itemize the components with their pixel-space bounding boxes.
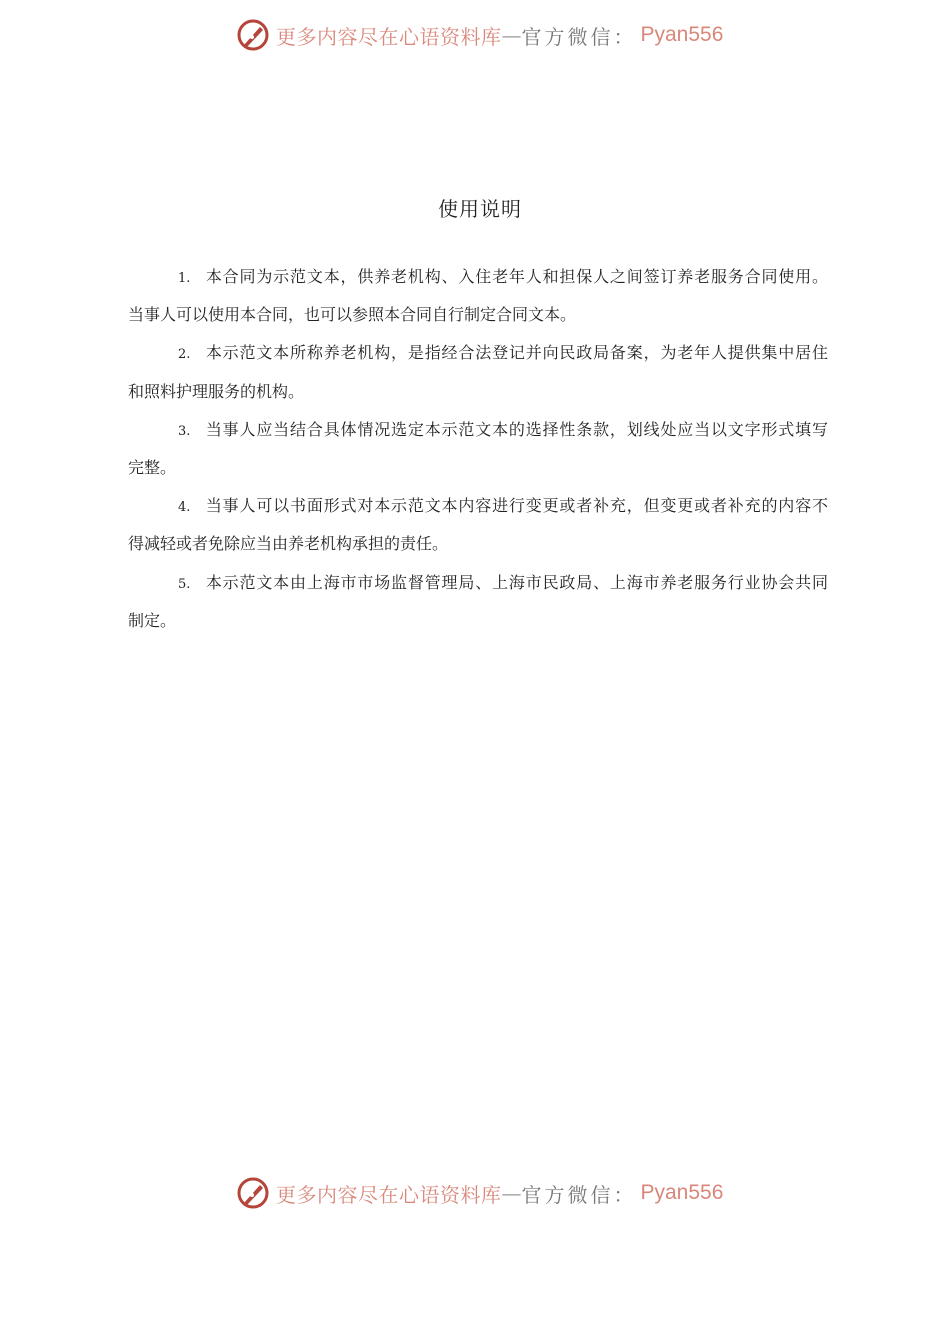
instructions-list: [128, 258, 828, 640]
list-item: [128, 334, 828, 410]
list-item: [128, 487, 828, 563]
list-item: [128, 564, 828, 640]
item-line: 本合同为示范文本，供养老机构、入住老年人和担保人之间签订养老服务合同使用。: [205, 267, 828, 286]
watermark-id: Pyan556: [640, 1181, 724, 1204]
item-line: 当事人可以书面形式对本示范文本内容进行变更或者补充，但变更或者补充的内容不: [205, 496, 828, 516]
item-number: 3.: [178, 423, 191, 439]
watermark-dash: —: [501, 23, 522, 47]
item-line: 当事人应当结合具体情况选定本示范文本的选择性条款，划线处应当以文字形式填写: [205, 419, 828, 439]
watermark-banner-top: [236, 15, 723, 55]
watermark-label: 官方微信：: [521, 1182, 637, 1207]
watermark-label: 官方微信：: [521, 24, 637, 49]
pen-logo-icon: [236, 1176, 270, 1210]
list-item: [128, 411, 828, 487]
item-line: 当事人可以使用本合同，也可以参照本合同自行制定合同文本。: [128, 305, 577, 325]
list-item: [128, 258, 828, 334]
watermark-text: 更多内容尽在心语资料库: [276, 1182, 502, 1207]
item-line: 制定。: [128, 610, 177, 630]
item-line: 本示范文本由上海市市场监督管理局、上海市民政局、上海市养老服务行业协会共同: [205, 572, 828, 592]
watermark-dash: —: [501, 1181, 522, 1205]
page-title: 使用说明: [438, 197, 522, 221]
watermark-id: Pyan556: [640, 23, 724, 46]
item-line: 得减轻或者免除应当由养老机构承担的责任。: [128, 534, 449, 554]
item-number: 5.: [178, 576, 191, 592]
watermark-banner-bottom: [236, 1173, 723, 1213]
item-number: 4.: [178, 500, 191, 516]
item-line: 和照料护理服务的机构。: [128, 381, 305, 401]
watermark-text: 更多内容尽在心语资料库: [276, 24, 502, 49]
item-line: 完整。: [128, 457, 177, 477]
item-number: 1.: [178, 271, 191, 286]
item-number: 2.: [178, 347, 191, 363]
pen-logo-icon: [236, 18, 270, 52]
item-line: 本示范文本所称养老机构，是指经合法登记并向民政局备案，为老年人提供集中居住: [205, 343, 828, 363]
